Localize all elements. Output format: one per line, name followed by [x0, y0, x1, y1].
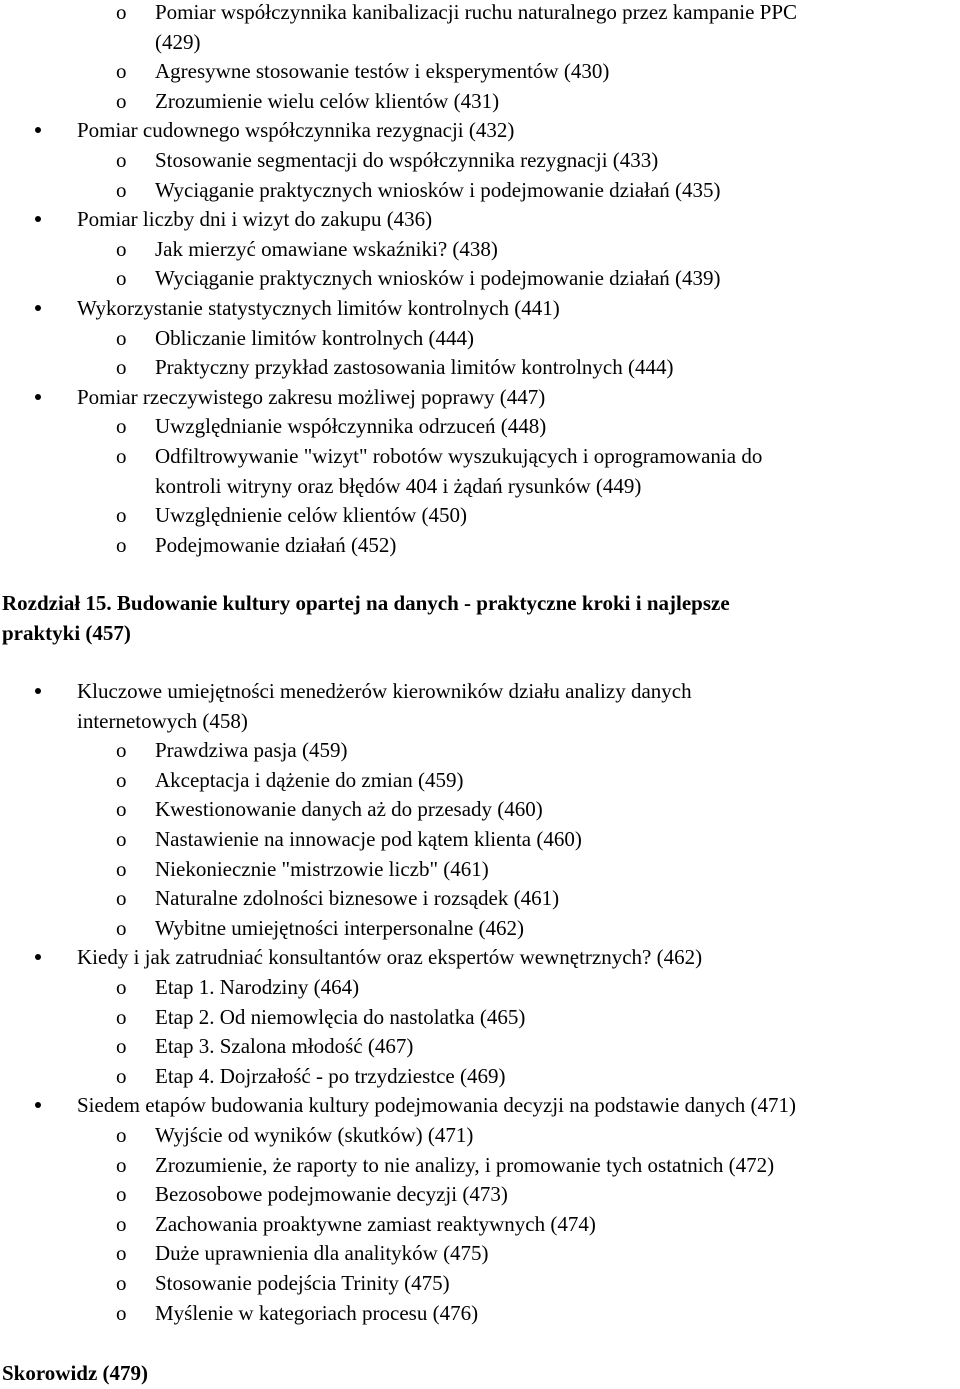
bullet-dot-icon [35, 305, 41, 311]
toc-subentry [116, 914, 525, 944]
toc-entry-text: Nastawienie na innowacje pod kątem klienta (460) [155, 827, 582, 851]
bullet-dot-icon [35, 127, 41, 133]
toc-entry-text: Siedem etapów budowania kultury podejmowania decyzji na podstawie danych (471) [77, 1093, 797, 1118]
toc-subentry [116, 825, 582, 855]
toc-entry-text: Kluczowe umiejętności menedżerów kierowników działu analizy danych [77, 679, 692, 703]
toc-entry-text: Stosowanie segmentacji do współczynnika rezygnacji (433) [155, 148, 659, 172]
toc-entry [77, 677, 692, 707]
bullet-dot-icon [35, 216, 41, 222]
toc-entry [77, 1091, 796, 1121]
toc-entry [77, 707, 248, 737]
toc-entry-text: Zrozumienie, że raporty to nie analizy, i promowanie tych ostatnich (472) [155, 1152, 775, 1177]
bullet-circle-icon: o [116, 444, 127, 468]
toc-entry [77, 294, 560, 324]
toc-entry-text: Zrozumienie wielu celów klientów (431) [155, 88, 500, 113]
toc-subentry [116, 264, 721, 294]
toc-entry [77, 943, 702, 973]
toc-entry-text: Pomiar cudownego współczynnika rezygnacji (432) [77, 118, 515, 143]
bullet-circle-icon: o [116, 797, 127, 822]
toc-subentry [116, 973, 360, 1003]
toc-entry-text: Pomiar współczynnika kanibalizacji ruchu naturalnego przez kampanie PPC [155, 0, 798, 24]
toc-entry-text: Wyjście od wyników (skutków) (471) [155, 1123, 474, 1147]
toc-subentry [116, 1151, 775, 1181]
toc-entry-text: Etap 4. Dojrzałość - po trzydziestce (469) [155, 1063, 506, 1088]
chapter-heading-line2: praktyki (457) [2, 621, 131, 645]
bullet-circle-icon: o [116, 975, 127, 999]
toc-subentry [116, 795, 543, 825]
toc-subentry [116, 1210, 596, 1240]
bullet-circle-icon: o [116, 532, 127, 557]
bullet-circle-icon: o [116, 1123, 127, 1147]
toc-subentry [116, 736, 348, 766]
toc-entry-text: Prawdziwa pasja (459) [155, 738, 348, 763]
bullet-circle-icon: o [116, 1034, 127, 1059]
toc-subentry [116, 1003, 526, 1033]
toc-entry-text: Etap 2. Od niemowlęcia do nastolatka (465) [155, 1004, 526, 1029]
toc-subentry [116, 442, 763, 472]
toc-subentry [116, 412, 547, 442]
toc-entry-text: Praktyczny przykład zastosowania limitów kontrolnych (444) [155, 355, 674, 380]
toc-subentry [116, 1299, 479, 1329]
toc-subentry [116, 1239, 489, 1269]
toc-subentry [116, 146, 659, 176]
toc-entry-text: Pomiar liczby dni i wizyt do zakupu (436) [77, 207, 433, 232]
toc-subentry [116, 0, 798, 28]
toc-subentry [116, 324, 475, 354]
bullet-circle-icon: o [116, 355, 127, 380]
toc-subentry [116, 1121, 474, 1151]
toc-entry-text: kontroli witryny oraz błędów 404 i żądań rysunków (449) [155, 473, 642, 498]
bullet-circle-icon: o [116, 767, 127, 792]
bullet-circle-icon: o [116, 177, 127, 202]
toc-entry [77, 116, 514, 146]
toc-entry-text: Kwestionowanie danych aż do przesady (460) [155, 797, 543, 822]
toc-entry-text: Uwzględnienie celów klientów (450) [155, 503, 467, 528]
toc-entry-text: Jak mierzyć omawiane wskaźniki? (438) [155, 236, 498, 261]
toc-entry-text: Kiedy i jak zatrudniać konsultantów oraz ekspertów wewnętrznych? (462) [77, 945, 703, 970]
bullet-circle-icon: o [116, 1063, 127, 1088]
chapter-heading-line1: Rozdział 15. Budowanie kultury opartej na danych - praktyczne kroki i najlepsze [2, 591, 730, 615]
toc-subentry [116, 1032, 414, 1062]
bullet-circle-icon: o [116, 59, 127, 84]
toc-entry-text: Stosowanie podejścia Trinity (475) [155, 1271, 450, 1295]
toc-subentry [116, 855, 489, 885]
bullet-circle-icon: o [116, 915, 127, 940]
toc-subentry [116, 1269, 450, 1299]
toc-entry-text: Akceptacja i dążenie do zmian (459) [155, 767, 464, 792]
toc-entry-text: Etap 1. Narodziny (464) [155, 975, 360, 999]
toc-entry-text: Obliczanie limitów kontrolnych (444) [155, 325, 475, 350]
toc-subentry [116, 235, 498, 265]
toc-subentry [116, 1062, 506, 1092]
toc-entry-text: Wyciąganie praktycznych wniosków i podejmowanie działań (439) [155, 266, 721, 291]
bullet-circle-icon: o [116, 414, 127, 439]
toc-entry-text: Uwzględnianie współczynnika odrzuceń (448) [155, 414, 547, 439]
toc-entry-text: Myślenie w kategoriach procesu (476) [155, 1300, 479, 1325]
toc-entry-text: internetowych (458) [77, 708, 248, 733]
bullet-circle-icon: o [116, 503, 127, 528]
toc-entry-text: (429) [155, 29, 201, 54]
toc-entry-text: Etap 3. Szalona młodość (467) [155, 1034, 414, 1059]
toc-subentry [116, 1180, 508, 1210]
bullet-dot-icon [35, 688, 41, 694]
toc-entry-text: Wybitne umiejętności interpersonalne (462) [155, 915, 525, 940]
toc-entry-text: Zachowania proaktywne zamiast reaktywnych (474) [155, 1211, 596, 1236]
bullet-circle-icon: o [116, 1182, 127, 1207]
toc-entry-text: Duże uprawnienia dla analityków (475) [155, 1241, 489, 1266]
toc-entry-text: Wykorzystanie statystycznych limitów kontrolnych (441) [77, 296, 560, 320]
bullet-circle-icon: o [116, 325, 127, 350]
toc-entry [77, 383, 545, 413]
toc-entry-text: Naturalne zdolności biznesowe i rozsądek (461) [155, 886, 560, 911]
toc-entry-text: Bezosobowe podejmowanie decyzji (473) [155, 1182, 508, 1207]
toc-subentry [116, 766, 464, 796]
bullet-dot-icon [35, 954, 41, 960]
bullet-circle-icon: o [116, 0, 127, 24]
toc-entry [77, 205, 432, 235]
bullet-circle-icon: o [116, 148, 127, 172]
toc-entry-text: Podejmowanie działań (452) [155, 532, 397, 557]
bullet-circle-icon: o [116, 827, 127, 851]
bullet-circle-icon: o [116, 1152, 127, 1177]
bullet-circle-icon: o [116, 1300, 127, 1325]
toc-subentry [116, 884, 560, 914]
toc-subentry [116, 57, 610, 87]
bullet-circle-icon: o [116, 88, 127, 113]
bullet-dot-icon [35, 1102, 41, 1108]
bullet-circle-icon: o [116, 266, 127, 291]
toc-entry-text: Wyciąganie praktycznych wniosków i podejmowanie działań (435) [155, 177, 721, 202]
toc-subentry [116, 353, 674, 383]
toc-entry-text: Agresywne stosowanie testów i eksperymentów (430) [155, 59, 610, 84]
toc-entry-text: Pomiar rzeczywistego zakresu możliwej poprawy (447) [77, 384, 546, 409]
toc-subentry [155, 28, 201, 58]
bullet-circle-icon: o [116, 856, 127, 881]
bullet-circle-icon: o [116, 738, 127, 763]
bullet-circle-icon: o [116, 1241, 127, 1266]
bullet-circle-icon: o [116, 1271, 127, 1295]
toc-subentry [155, 472, 641, 502]
toc-entry-text: Niekoniecznie "mistrzowie liczb" (461) [155, 856, 489, 881]
toc-entry-text: Odfiltrowywanie "wizyt" robotów wyszukujących i oprogramowania do [155, 444, 763, 468]
toc-subentry [116, 176, 721, 206]
bullet-dot-icon [35, 394, 41, 400]
bullet-circle-icon: o [116, 236, 127, 261]
bullet-circle-icon: o [116, 1211, 127, 1236]
toc-subentry [116, 531, 397, 561]
bullet-circle-icon: o [116, 886, 127, 911]
toc-subentry [116, 87, 500, 117]
bullet-circle-icon: o [116, 1004, 127, 1029]
index-heading: Skorowidz (479) [2, 1361, 149, 1385]
toc-subentry [116, 501, 467, 531]
